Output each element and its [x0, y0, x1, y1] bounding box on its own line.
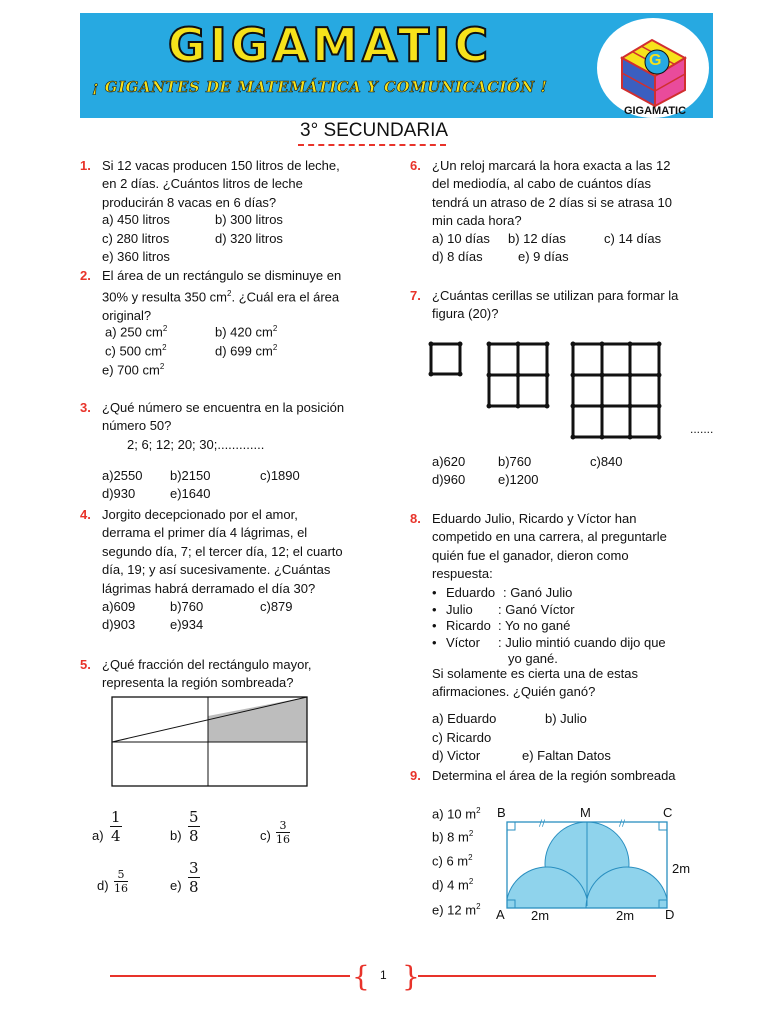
footer-rule-left [110, 975, 350, 977]
logo-letter: G [649, 52, 662, 69]
option: b) Julio [545, 711, 587, 726]
option: a) Eduardo [432, 711, 497, 726]
point-label-d: D [665, 907, 675, 922]
option: b)760 [170, 599, 204, 614]
question-1-text: Si 12 vacas producen 150 litros de leche, en 2 días. ¿Cuántos litros de leche producirán 8 vacas en 6 días? [102, 158, 340, 210]
question-number: 1. [80, 158, 91, 173]
option: d)903 [102, 617, 136, 632]
option: b) 8 $m^2$ [432, 829, 474, 845]
fraction: $\frac{5}{16}$ [114, 868, 128, 895]
continuation-dots: ....... [690, 422, 714, 436]
question-7-text: ¿Cuántas cerillas se utilizan para formar la figura (20)? [432, 288, 679, 322]
rectangle-figure [110, 696, 310, 788]
option: b)2150 [170, 468, 211, 483]
option: e) 9 días [518, 249, 569, 264]
option: c)879 [260, 599, 293, 614]
option: a) 450 litros [102, 212, 170, 227]
fraction: $\frac{5}{8}$ [189, 808, 199, 845]
option: c)840 [590, 454, 623, 469]
question-number: 9. [410, 768, 421, 783]
option-label: c) [260, 828, 271, 843]
question-5-text: ¿Qué fracción del rectángulo mayor, representa la región sombreada? [102, 657, 312, 691]
footer-rule-right [418, 975, 656, 977]
option: c) 500 $cm^2$ [105, 343, 167, 359]
option-label: b) [170, 828, 182, 843]
question-2-text: El área de un rectángulo se disminuye en 30% y resulta 350 $cm^2$. ¿Cuál era el área original? [102, 268, 342, 324]
question-number: 3. [80, 400, 91, 415]
option: b)760 [498, 454, 532, 469]
question-8-followup: Si solamente es cierta una de estas afirmaciones. ¿Quién ganó? [432, 666, 638, 700]
question-number: 2. [80, 268, 91, 283]
option: e)934 [170, 617, 204, 632]
grade-title: 3° SECUNDARIA [300, 120, 449, 141]
option-label: a) [92, 828, 104, 843]
question-4-text: Jorgito decepcionado por el amor, derrama el primer día 4 lágrimas, el segundo día, 7; el tercer día, 12; el cuarto día, 19; y así sucesivamente. ¿Cuántas lágrimas habrá derramado el día 30? [102, 507, 343, 596]
answers-list: • Eduardo : Ganó Julio • Julio : Ganó Víctor • Ricardo : Yo no gané • Víctor : Julio mintió cuando dijo que yo gané. [432, 585, 666, 666]
option: a)2550 [102, 468, 143, 483]
question-number: 5. [80, 657, 91, 672]
question-number: 4. [80, 507, 91, 522]
question-number: 7. [410, 288, 421, 303]
option: e) Faltan Datos [522, 748, 611, 763]
option: a) 10 días [432, 231, 490, 246]
svg-text://: // [619, 819, 626, 829]
footer-brace-right: } [402, 960, 420, 993]
footer-brace-left: { [352, 960, 370, 993]
point-label-b: B [497, 805, 506, 820]
point-label-m: M [580, 805, 591, 820]
question-3-text: ¿Qué número se encuentra en la posición número 50? [102, 400, 345, 434]
grade-underline [298, 144, 446, 146]
option: d) 8 días [432, 249, 483, 264]
option: b) 300 litros [215, 212, 283, 227]
logo-caption: GIGAMATIC [623, 105, 687, 117]
fraction: $\frac{1}{4}$ [111, 808, 121, 845]
brand-tagline: ¡ GIGANTES DE MATEMÁTICA Y COMUNICACIÓN ! [92, 78, 548, 96]
question-9-text: Determina el área de la región sombreada [432, 768, 676, 783]
fraction: $\frac{3}{8}$ [189, 859, 199, 896]
question-6-text: ¿Un reloj marcará la hora exacta a las 12 del mediodía, al cabo de cuántos días tendrá un atraso de 2 días si se atrasa 10 min cada hora? [432, 158, 672, 229]
option: d) 4 $m^2$ [432, 877, 474, 893]
option: d) 320 litros [215, 231, 283, 246]
fraction: $\frac{3}{16}$ [276, 819, 290, 846]
option: c) 14 días [604, 231, 662, 246]
option: e) 700 $cm^2$ [102, 362, 165, 378]
option: c) Ricardo [432, 730, 492, 745]
logo-badge [597, 18, 709, 118]
matchstick-figures [425, 338, 665, 443]
option: b) 12 días [508, 231, 566, 246]
option: e) 360 litros [102, 249, 170, 264]
point-label-a: A [496, 907, 505, 922]
option: c) 280 litros [102, 231, 170, 246]
bottom-length-label: 2m [531, 908, 550, 923]
point-label-c: C [663, 805, 673, 820]
option: d) 699 $cm^2$ [215, 343, 278, 359]
option: a)620 [432, 454, 466, 469]
option-label: e) [170, 878, 182, 893]
side-length-label: 2m [672, 861, 691, 876]
bottom-length-label: 2m [616, 908, 635, 923]
option: d)960 [432, 472, 466, 487]
option: d) Victor [432, 748, 481, 763]
semicircles-figure [505, 818, 671, 910]
brand-title: GIGAMATIC [167, 18, 493, 72]
question-8-text: Eduardo Julio, Ricardo y Víctor han competido en una carrera, al preguntarle quién fue el ganador, dieron como respuesta: [432, 511, 667, 582]
page-number: 1 [380, 968, 387, 982]
option: a) 10 $m^2$ [432, 806, 481, 822]
option: d)930 [102, 486, 136, 501]
svg-text://: // [539, 819, 546, 829]
sequence: 2; 6; 12; 20; 30;............. [127, 437, 265, 452]
option: c) 6 $m^2$ [432, 853, 473, 869]
option: a) 250 $cm^2$ [105, 324, 168, 340]
option: b) 420 $cm^2$ [215, 324, 278, 340]
option: e) 12 $m^2$ [432, 902, 481, 918]
option: e)1640 [170, 486, 211, 501]
option: c)1890 [260, 468, 300, 483]
question-number: 6. [410, 158, 421, 173]
question-number: 8. [410, 511, 421, 526]
option-label: d) [97, 878, 109, 893]
option: a)609 [102, 599, 136, 614]
option: e)1200 [498, 472, 539, 487]
